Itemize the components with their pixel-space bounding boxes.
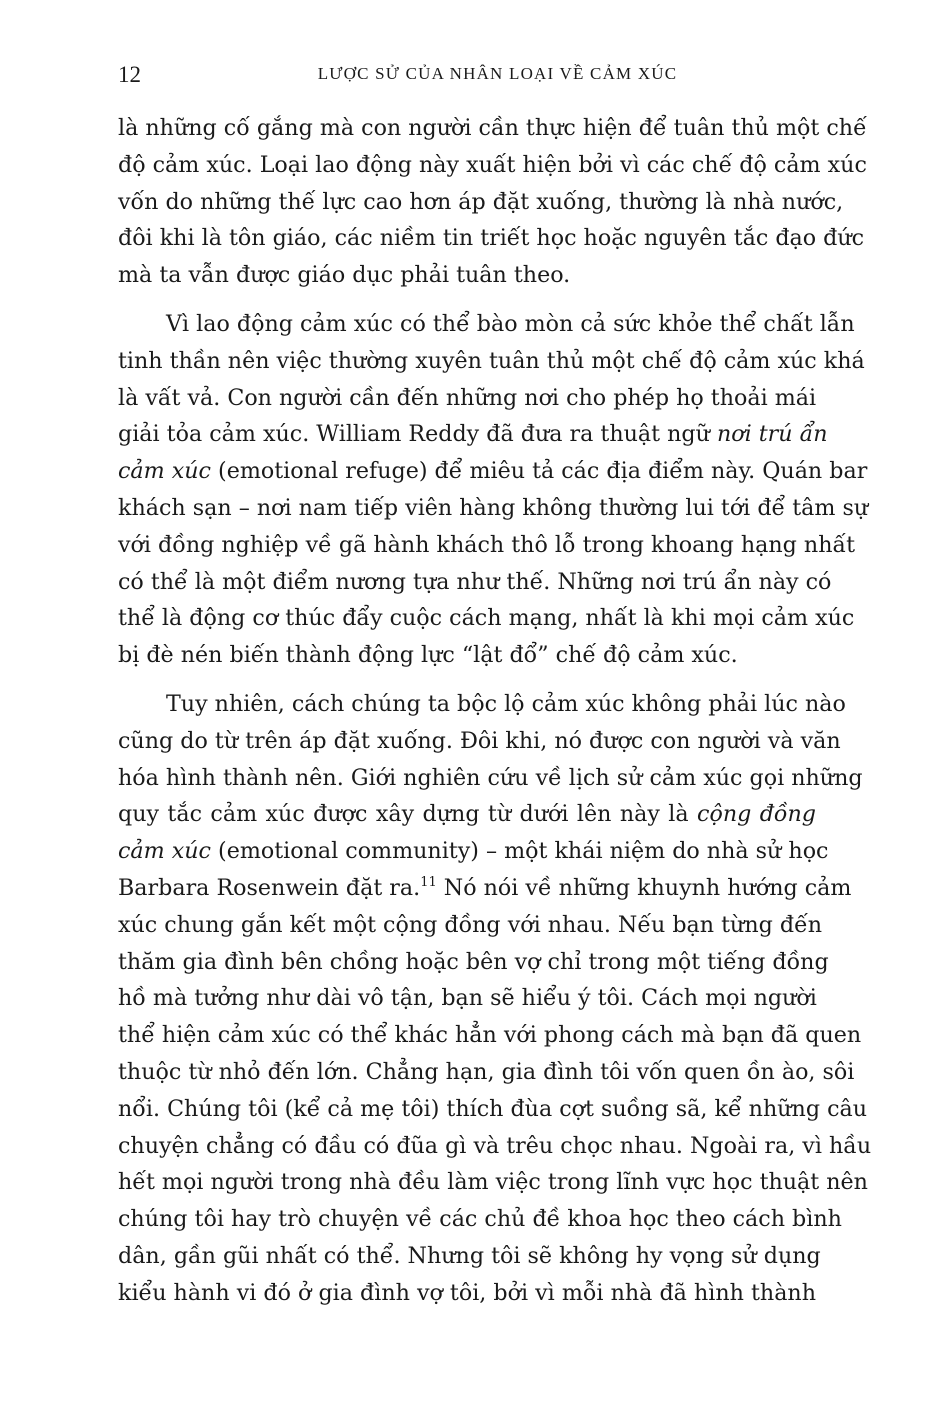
text-run: giải tỏa cảm xúc. William Reddy đã đưa ra thuật ngữ: [118, 421, 710, 448]
text-line: là những cố gắng mà con người cần thực hiện để tuân thủ một chế: [118, 115, 867, 141]
text-line: kiểu hành vi đó ở gia đình vợ tôi, bởi vì mỗi nhà đã hình thành: [118, 1279, 816, 1306]
text-run: (emotional community) – một khái niệm do nhà sử học: [218, 838, 829, 865]
text-line: [118, 796, 816, 833]
text-line: nổi. Chúng tôi (kể cả mẹ tôi) thích đùa cợt suồng sã, kể những câu: [118, 1095, 868, 1122]
text-line: chuyện chẳng có đầu có đũa gì và trêu chọc nhau. Ngoài ra, vì hầu: [118, 1132, 872, 1159]
text-line: mà ta vẫn được giáo dục phải tuân theo.: [118, 262, 571, 289]
text-line: khách sạn – nơi nam tiếp viên hàng không thường lui tới để tâm sự: [118, 494, 869, 521]
running-title: LƯỢC SỬ CỦA NHÂN LOẠI VỀ CẢM XÚC: [317, 64, 678, 83]
text-line: [118, 453, 868, 490]
paragraph-3: [118, 686, 872, 1312]
text-line: [118, 833, 829, 870]
paragraph-1: [118, 110, 867, 294]
text-line: Vì lao động cảm xúc có thể bào mòn cả sức khỏe thể chất lẫn: [166, 310, 855, 337]
text-line: có thể là một điểm nương tựa như thế. Những nơi trú ẩn này có: [118, 568, 832, 595]
text-line: bị đè nén biến thành động lực “lật đổ” chế độ cảm xúc.: [118, 642, 738, 669]
text-run: (emotional refuge) để miêu tả các địa điểm này. Quán bar: [218, 458, 868, 485]
text-line: vốn do những thế lực cao hơn áp đặt xuống, thường là nhà nước,: [118, 188, 844, 215]
paragraph-2: [118, 306, 869, 674]
italic-term: cảm xúc: [118, 838, 211, 865]
text-line: hóa hình thành nên. Giới nghiên cứu về lịch sử cảm xúc gọi những: [118, 764, 863, 791]
text-line: hết mọi người trong nhà đều làm việc trong lĩnh vực học thuật nên: [118, 1169, 868, 1196]
text-line: tinh thần nên việc thường xuyên tuân thủ một chế độ cảm xúc khá: [118, 347, 865, 374]
text-line: xúc chung gắn kết một cộng đồng với nhau. Nếu bạn từng đến: [118, 911, 823, 938]
text-line: thể hiện cảm xúc có thể khác hẳn với phong cách mà bạn đã quen: [118, 1022, 862, 1049]
text-run: Nó nói về những khuynh hướng cảm: [443, 874, 852, 901]
italic-term: nơi trú ẩn: [716, 421, 828, 448]
text-line: [118, 416, 828, 453]
footnote-ref[interactable]: 11: [420, 874, 437, 890]
text-line: hồ mà tưởng như dài vô tận, bạn sẽ hiểu ý tôi. Cách mọi người: [118, 985, 817, 1012]
text-line: Tuy nhiên, cách chúng ta bộc lộ cảm xúc không phải lúc nào: [166, 690, 846, 717]
italic-term: cộng đồng: [697, 801, 817, 828]
text-line: cũng do từ trên áp đặt xuống. Đôi khi, nó được con người và văn: [118, 727, 841, 754]
text-line: dân, gần gũi nhất có thể. Nhưng tôi sẽ không hy vọng sử dụng: [118, 1242, 821, 1269]
text-line: với đồng nghiệp về gã hành khách thô lỗ trong khoang hạng nhất: [118, 531, 856, 558]
text-line: thuộc từ nhỏ đến lớn. Chẳng hạn, gia đình tôi vốn quen ồn ào, sôi: [118, 1058, 855, 1085]
text-run: Barbara Rosenwein đặt ra.: [118, 874, 421, 901]
text-line: [118, 870, 852, 907]
italic-term: cảm xúc: [118, 458, 211, 485]
page-number: 12: [118, 62, 141, 87]
text-line: thăm gia đình bên chồng hoặc bên vợ chỉ trong một tiếng đồng: [118, 948, 829, 975]
body-text: [118, 110, 872, 1312]
text-run: quy tắc cảm xúc được xây dựng từ dưới lên này là: [118, 801, 689, 828]
text-line: độ cảm xúc. Loại lao động này xuất hiện bởi vì các chế độ cảm xúc: [118, 151, 867, 178]
text-line: chúng tôi hay trò chuyện về các chủ đề khoa học theo cách bình: [118, 1206, 842, 1233]
text-line: là vất vả. Con người cần đến những nơi cho phép họ thoải mái: [118, 384, 817, 411]
text-line: thể là động cơ thúc đẩy cuộc cách mạng, nhất là khi mọi cảm xúc: [118, 605, 855, 632]
text-line: đôi khi là tôn giáo, các niềm tin triết học hoặc nguyên tắc đạo đức: [118, 225, 865, 252]
